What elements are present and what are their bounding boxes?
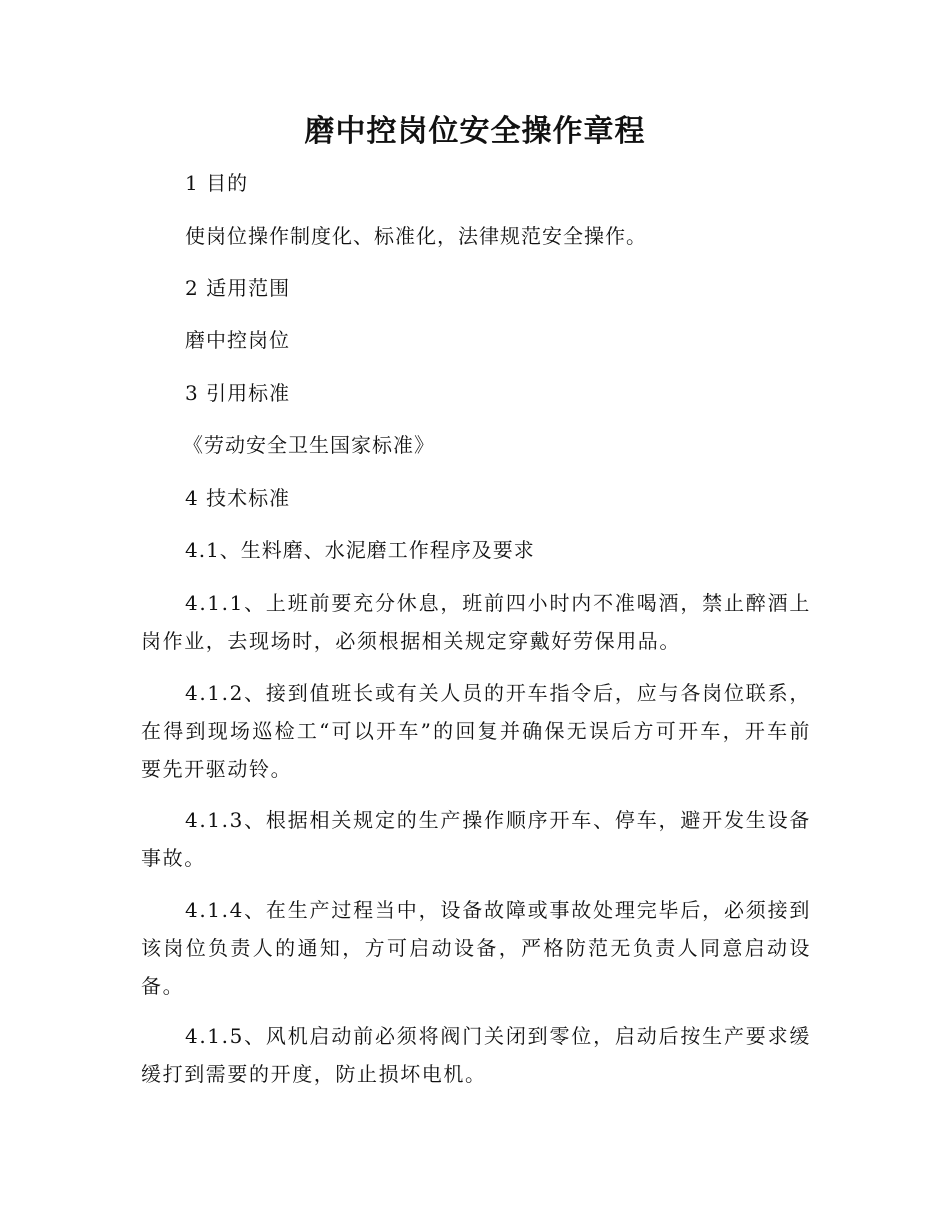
paragraph-4-1-5: 4.1.5、风机启动前必须将阀门关闭到零位，启动后按生产要求缓缓打到需要的开度，防止损坏电机。 bbox=[141, 1024, 811, 1086]
section-heading-references: 3 引用标准 bbox=[185, 381, 291, 405]
section-body-references: 《劳动安全卫生国家标准》 bbox=[183, 433, 435, 457]
paragraph-4-1-2: 4.1.2、接到值班长或有关人员的开车指令后，应与各岗位联系，在得到现场巡检工“可以开车”的回复并确保无误后方可开车，开车前要先开驱动铃。 bbox=[141, 681, 811, 781]
section-heading-scope: 2 适用范围 bbox=[185, 276, 291, 300]
paragraph-4-1-4: 4.1.4、在生产过程当中，设备故障或事故处理完毕后，必须接到该岗位负责人的通知，方可启动设备，严格防范无负责人同意启动设备。 bbox=[141, 898, 811, 998]
section-body-purpose: 使岗位操作制度化、标准化，法律规范安全操作。 bbox=[185, 224, 647, 248]
section-heading-purpose: 1 目的 bbox=[185, 171, 249, 195]
document-title: 磨中控岗位安全操作章程 bbox=[304, 114, 646, 149]
paragraph-4-1-3: 4.1.3、根据相关规定的生产操作顺序开车、停车，避开发生设备事故。 bbox=[141, 808, 811, 870]
paragraph-4-1-1: 4.1.1、上班前要充分休息，班前四小时内不准喝酒，禁止醉酒上岗作业，去现场时，必须根据相关规定穿戴好劳保用品。 bbox=[141, 591, 811, 653]
section-heading-technical-standards: 4 技术标准 bbox=[185, 486, 291, 510]
subsection-heading-4-1: 4.1、生料磨、水泥磨工作程序及要求 bbox=[185, 538, 535, 562]
section-body-scope: 磨中控岗位 bbox=[185, 328, 290, 352]
